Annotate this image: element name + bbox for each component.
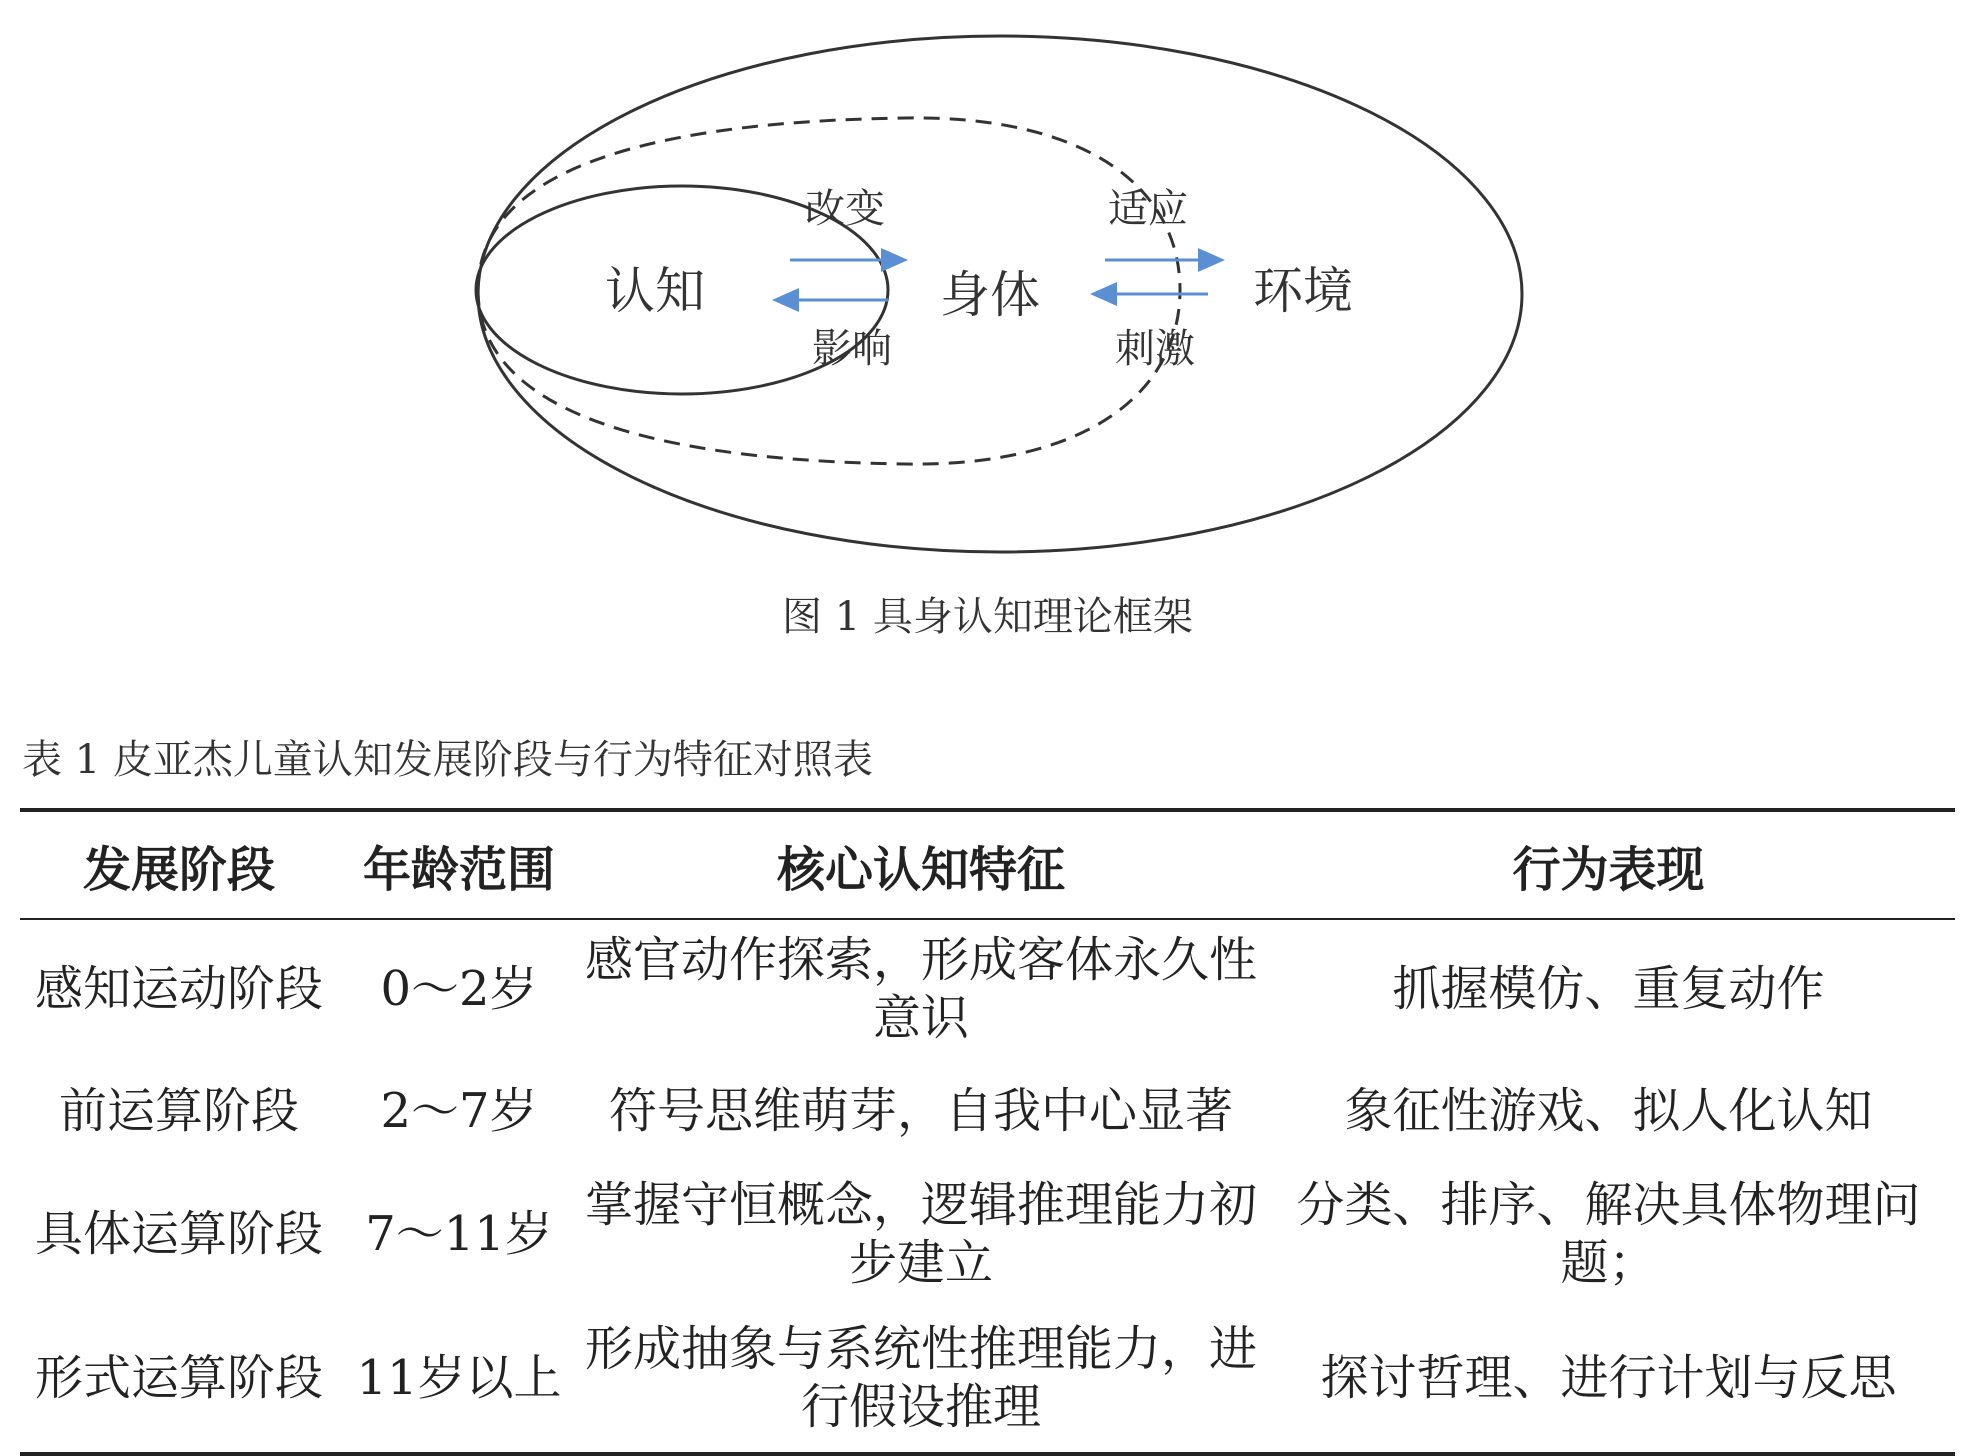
cell-behavior: 抓握模仿、重复动作 xyxy=(1392,961,1825,1017)
cell-stage: 形式运算阶段 xyxy=(34,1350,323,1406)
body-boundary-dashed xyxy=(478,118,1180,464)
label-change: 改变 xyxy=(805,186,885,232)
cell-age: 0～2岁 xyxy=(380,961,538,1017)
cell-behavior: 象征性游戏、拟人化认知 xyxy=(1344,1083,1873,1139)
cell-stage: 前运算阶段 xyxy=(58,1083,299,1139)
cell-age: 11岁以上 xyxy=(356,1350,562,1406)
cell-stage: 感知运动阶段 xyxy=(34,961,323,1017)
embodied-cognition-diagram xyxy=(0,0,1975,580)
cell-stage: 具体运算阶段 xyxy=(34,1206,323,1262)
header-stage: 发展阶段 xyxy=(20,810,338,919)
label-influence: 影响 xyxy=(812,326,892,372)
table-row xyxy=(20,1058,1955,1164)
cell-feature: 感官动作探索，形成客体永久性意识 xyxy=(584,932,1257,1046)
label-environment: 环境 xyxy=(1253,262,1353,320)
cell-age: 2～7岁 xyxy=(380,1083,538,1139)
table-row xyxy=(20,919,1955,1058)
header-behavior: 行为表现 xyxy=(1262,810,1955,919)
label-body: 身体 xyxy=(940,266,1040,324)
table-header-row xyxy=(20,810,1955,919)
table-row xyxy=(20,1304,1955,1454)
table-caption: 表 1 皮亚杰儿童认知发展阶段与行为特征对照表 xyxy=(22,737,873,783)
cell-feature: 形成抽象与系统性推理能力，进行假设推理 xyxy=(584,1321,1257,1435)
table-row xyxy=(20,1164,1955,1304)
header-feature: 核心认知特征 xyxy=(580,810,1262,919)
label-adapt: 适应 xyxy=(1108,186,1188,232)
header-age: 年龄范围 xyxy=(338,810,580,919)
piaget-stages-table xyxy=(20,808,1955,1456)
cell-behavior: 探讨哲理、进行计划与反思 xyxy=(1320,1350,1897,1406)
figure-caption: 图 1 具身认知理论框架 xyxy=(782,594,1193,640)
cell-feature: 掌握守恒概念，逻辑推理能力初步建立 xyxy=(584,1177,1257,1291)
cell-feature: 符号思维萌芽，自我中心显著 xyxy=(608,1083,1233,1139)
cell-age: 7～11岁 xyxy=(365,1206,553,1262)
cell-behavior: 分类、排序、解决具体物理问题； xyxy=(1296,1177,1921,1291)
label-cognition: 认知 xyxy=(605,262,705,320)
label-stimulus: 刺激 xyxy=(1115,326,1195,372)
